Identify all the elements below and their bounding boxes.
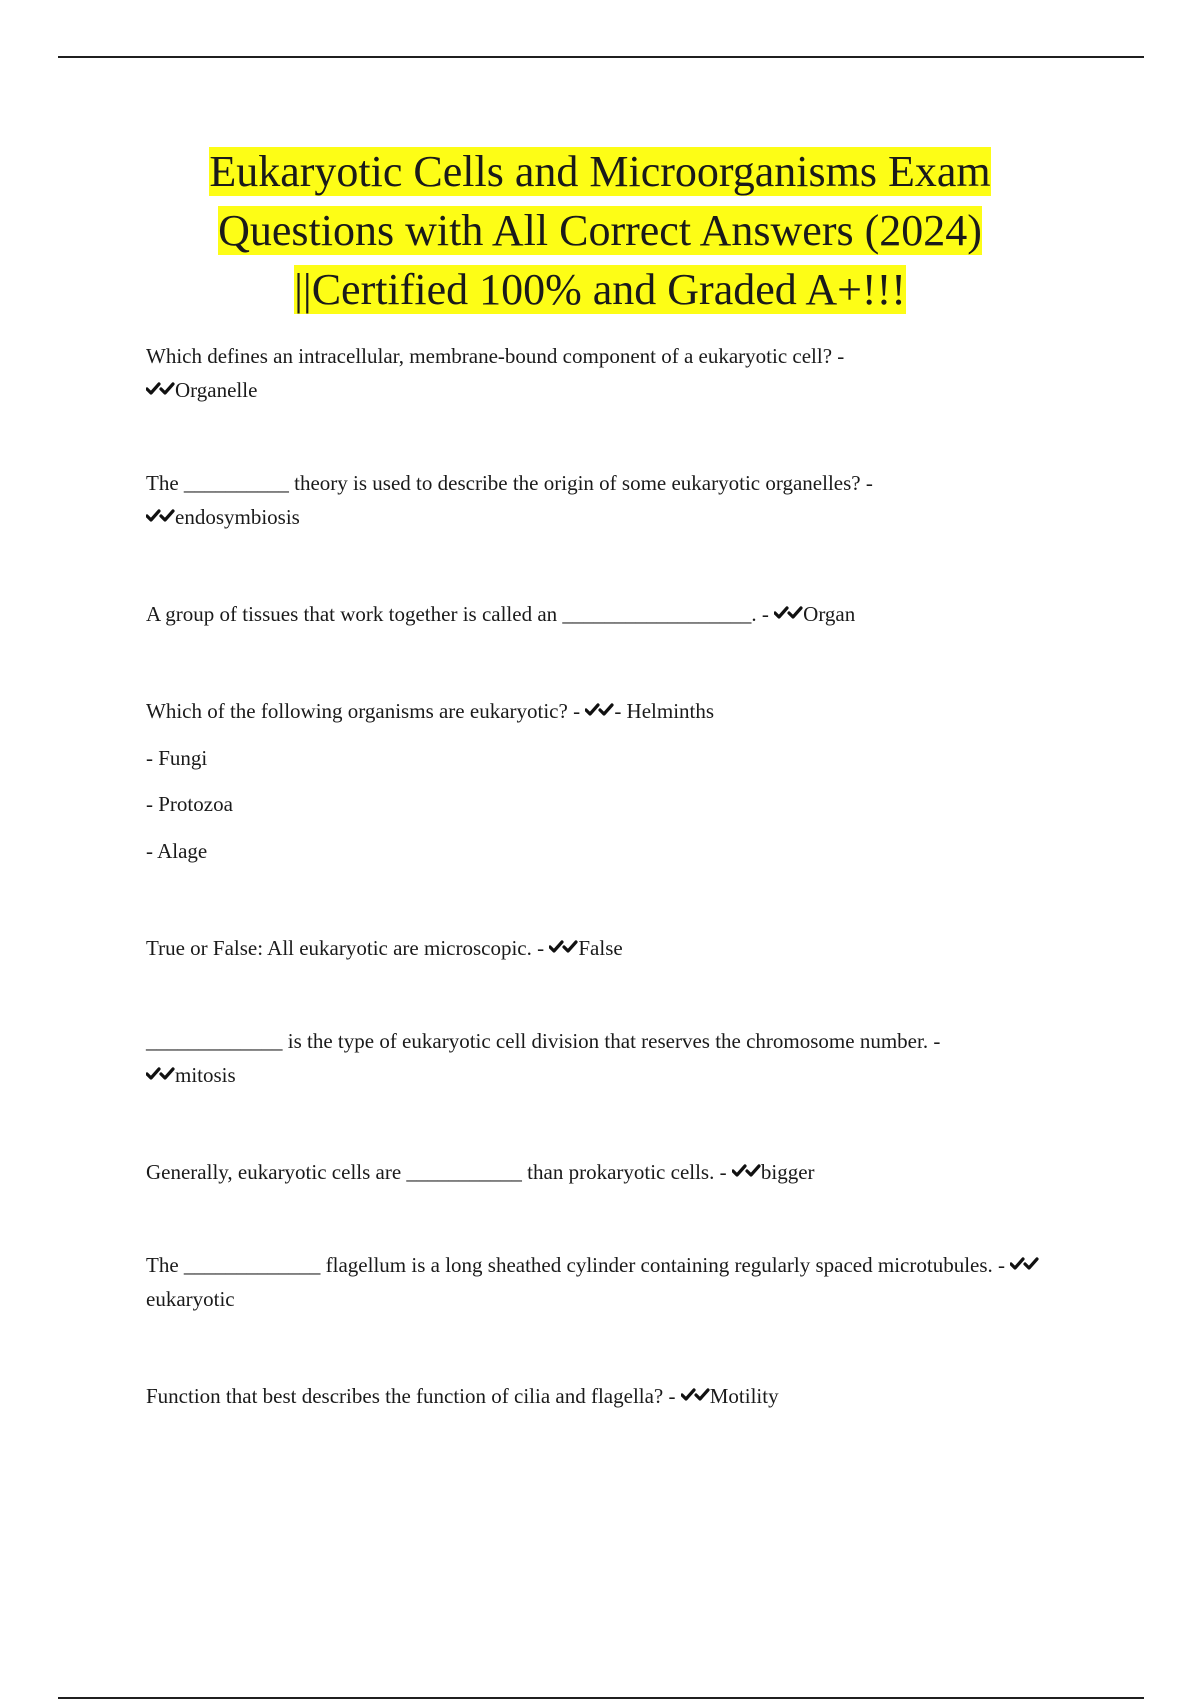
double-checkmark-icon (732, 1161, 761, 1181)
answer-text: eukaryotic (146, 1287, 235, 1311)
page-title (100, 142, 1100, 319)
question-text: True or False: All eukaryotic are microscopic. - (146, 936, 545, 960)
answer-text: bigger (760, 1160, 815, 1184)
title-line-2: Questions with All Correct Answers (2024) (218, 206, 982, 255)
qa-item-2 (146, 466, 1086, 534)
answer-list-item: - Alage (146, 839, 208, 863)
qa-item-1 (146, 339, 1086, 407)
double-checkmark-icon (681, 1385, 710, 1405)
answer-text: Organ (803, 602, 856, 626)
title-line-3: ||Certified 100% and Graded A+!!! (294, 265, 906, 314)
question-text: The __________ theory is used to describe the origin of some eukaryotic organelles? - (146, 471, 873, 495)
qa-item-4 (146, 694, 1086, 728)
question-text: Which defines an intracellular, membrane-bound component of a eukaryotic cell? - (146, 344, 845, 368)
double-checkmark-icon (1010, 1254, 1039, 1274)
question-text: Which of the following organisms are eukaryotic? - (146, 699, 581, 723)
question-text: _____________ is the type of eukaryotic cell division that reserves the chromosome number. - (146, 1029, 941, 1053)
question-text: Generally, eukaryotic cells are ___________ than prokaryotic cells. - (146, 1160, 727, 1184)
qa-item-7 (146, 1155, 1086, 1189)
qa-item-3 (146, 597, 1086, 631)
question-text: Function that best describes the function of cilia and flagella? - (146, 1384, 676, 1408)
answer-text: Motility (709, 1384, 779, 1408)
top-rule (58, 56, 1144, 58)
answer-list-item: - Protozoa (146, 792, 233, 816)
bottom-rule (58, 1697, 1144, 1699)
question-text: The _____________ flagellum is a long sheathed cylinder containing regularly spaced microtubules. - (146, 1253, 1006, 1277)
answer-text: mitosis (175, 1063, 236, 1087)
answer-text: - Helminths (614, 699, 715, 723)
qa-item-5 (146, 931, 1086, 965)
answer-text: False (578, 936, 623, 960)
qa-item-6 (146, 1024, 1086, 1092)
answer-text: Organelle (175, 378, 258, 402)
double-checkmark-icon (585, 700, 614, 720)
double-checkmark-icon (146, 506, 175, 526)
question-text: A group of tissues that work together is called an __________________. - (146, 602, 769, 626)
answer-text: endosymbiosis (175, 505, 300, 529)
double-checkmark-icon (146, 1064, 175, 1084)
double-checkmark-icon (146, 379, 175, 399)
title-line-1: Eukaryotic Cells and Microorganisms Exam (209, 147, 991, 196)
qa-item-9 (146, 1379, 1086, 1413)
qa-item-8 (146, 1248, 1086, 1316)
double-checkmark-icon (774, 603, 803, 623)
double-checkmark-icon (549, 937, 578, 957)
answer-list-item: - Fungi (146, 746, 208, 770)
